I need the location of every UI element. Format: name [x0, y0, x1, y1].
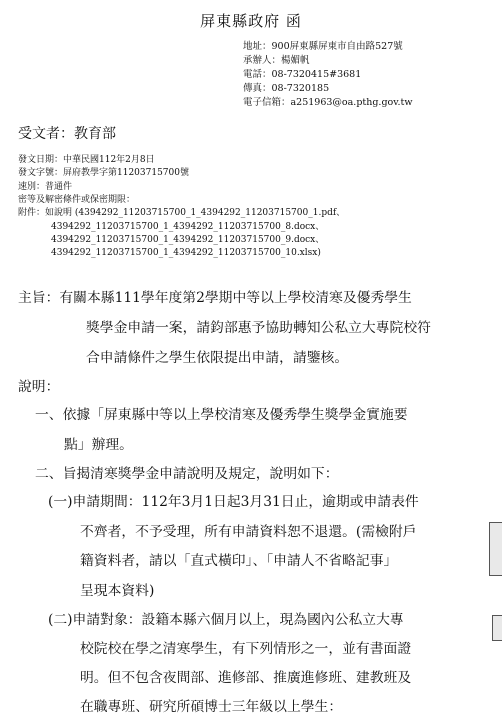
attachments-line: 4394292_11203715700_1_4394292_11203715700_10.xlsx) — [51, 248, 321, 258]
seal-stamp-fragment — [489, 522, 502, 576]
explanation-subitem: 在職專班、研究所碩博士三年級以上學生： — [80, 699, 343, 715]
phone-line: 電話：08-7320415#3681 — [243, 69, 362, 80]
explanation-subitem: 校院校在學之清寒學生，有下列情形之一，並有書面證 — [80, 641, 412, 657]
explanation-item: 一、依據「屏東縣中等以上學校清寒及優秀學生獎學金實施要 — [35, 407, 408, 423]
subject-line: 主旨：有關本縣111學年度第2學期中等以上學校清寒及優秀學生 — [18, 290, 412, 306]
fax-line: 傳真：08-7320185 — [243, 83, 330, 94]
security-class: 密等及解密條件或保密期限： — [18, 195, 136, 205]
explanation-subitem: 呈現本資料) — [80, 583, 155, 599]
document-number: 發文字號：屏府教學字第11203715700號 — [18, 168, 189, 178]
explanation-item: 二、旨揭清寒獎學金申請說明及規定，說明如下： — [35, 466, 339, 482]
explanation-subitem: (一)申請期間：112年3月1日起3月31日止，逾期或申請表件 — [48, 494, 419, 510]
explanation-heading: 說明： — [18, 379, 60, 395]
subject-line: 獎學金申請一案，請鈞部惠予協助轉知公私立大專院校符 — [86, 320, 431, 336]
explanation-item: 點」辦理。 — [64, 437, 133, 453]
attachments-line: 4394292_11203715700_1_4394292_11203715700_9.docx、 — [51, 235, 325, 245]
attachments-line: 4394292_11203715700_1_4394292_11203715700_8.docx、 — [51, 222, 325, 232]
speed-class: 速別：普通件 — [18, 182, 73, 192]
explanation-subitem: (二)申請對象：設籍本縣六個月以上，現為國內公私立大專 — [48, 612, 404, 628]
document-title: 屏東縣政府 函 — [200, 12, 302, 30]
attachments-line: 附件：如說明 (4394292_11203715700_1_4394292_11203715700_1.pdf、 — [18, 208, 346, 218]
address-line: 地址：900屏東縣屏東市自由路527號 — [243, 41, 403, 52]
contact-person-line: 承辦人：楊媚帆 — [243, 55, 310, 66]
recipient-line: 受文者：教育部 — [18, 126, 116, 142]
issue-date: 發文日期：中華民國112年2月8日 — [18, 155, 155, 165]
explanation-subitem: 不齊者，不予受理，所有申請資料恕不退還。(需檢附戶 — [80, 524, 417, 540]
email-line: 電子信箱：a251963@oa.pthg.gov.tw — [243, 97, 413, 108]
subject-line: 合申請條件之學生依限提出申請，請鑒核。 — [86, 350, 349, 366]
explanation-subitem: 籍資料者，請以「直式橫印」、「申請人不省略記事」 — [80, 553, 398, 569]
seal-stamp-fragment — [492, 615, 502, 641]
explanation-subitem: 明。但不包含夜間部、進修部、推廣進修班、建教班及 — [80, 670, 412, 686]
